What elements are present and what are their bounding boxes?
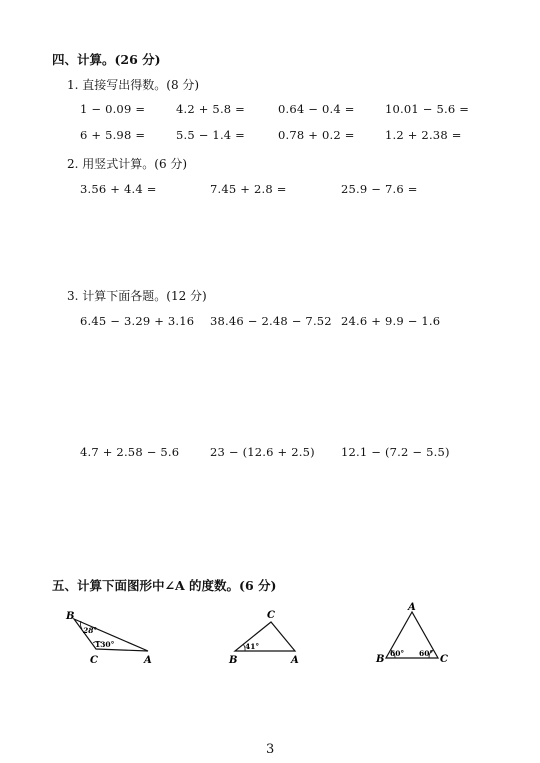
section-5-title: 五、计算下面图形中∠A 的度数。(6 分) [52,578,277,593]
q3-item: 6.45 − 3.29 + 3.16 [80,314,195,328]
vertex-label: A [144,655,152,666]
q1-item: 10.01 − 5.6 = [385,102,470,116]
q2-item: 3.56 + 4.4 = [80,182,157,196]
q1-title: 1. 直接写出得数。(8 分) [67,78,200,92]
q3-item: 4.7 + 2.58 − 5.6 [80,445,180,459]
q3-title: 3. 计算下面各题。(12 分) [67,289,207,303]
q1-item: 5.5 − 1.4 = [176,128,246,142]
q3-item: 23 − (12.6 + 2.5) [210,445,315,459]
angle-label: 130° [95,640,115,649]
q2-item: 25.9 − 7.6 = [341,182,418,196]
q3-item: 24.6 + 9.9 − 1.6 [341,314,441,328]
triangle-2-shape [235,622,295,651]
q1-item: 1 − 0.09 = [80,102,146,116]
vertex-label: C [90,655,98,666]
vertex-label: B [376,654,385,665]
vertex-label: C [267,610,275,621]
triangle-2-figure [225,605,315,667]
q1-item: 0.64 − 0.4 = [278,102,355,116]
angle-label: 60° [390,649,405,658]
page-number: 3 [266,742,275,757]
q1-item: 0.78 + 0.2 = [278,128,355,142]
vertex-label: A [291,655,299,666]
q2-item: 7.45 + 2.8 = [210,182,287,196]
angle-label: 41° [245,642,260,651]
section-4-title: 四、计算。(26 分) [52,52,161,67]
vertex-label: A [408,602,416,613]
triangle-3-figure [372,600,454,668]
angle-label: 60° [419,649,434,658]
q3-item: 38.46 − 2.48 − 7.52 [210,314,332,328]
vertex-label: B [229,655,238,666]
q1-item: 4.2 + 5.8 = [176,102,246,116]
q1-item: 1.2 + 2.38 = [385,128,462,142]
vertex-label: B [66,611,75,622]
triangle-1-figure [60,605,160,667]
q1-item: 6 + 5.98 = [80,128,146,142]
q2-title: 2. 用竖式计算。(6 分) [67,157,188,171]
angle-label: 28° [83,626,98,635]
vertex-label: C [440,654,448,665]
q3-item: 12.1 − (7.2 − 5.5) [341,445,450,459]
